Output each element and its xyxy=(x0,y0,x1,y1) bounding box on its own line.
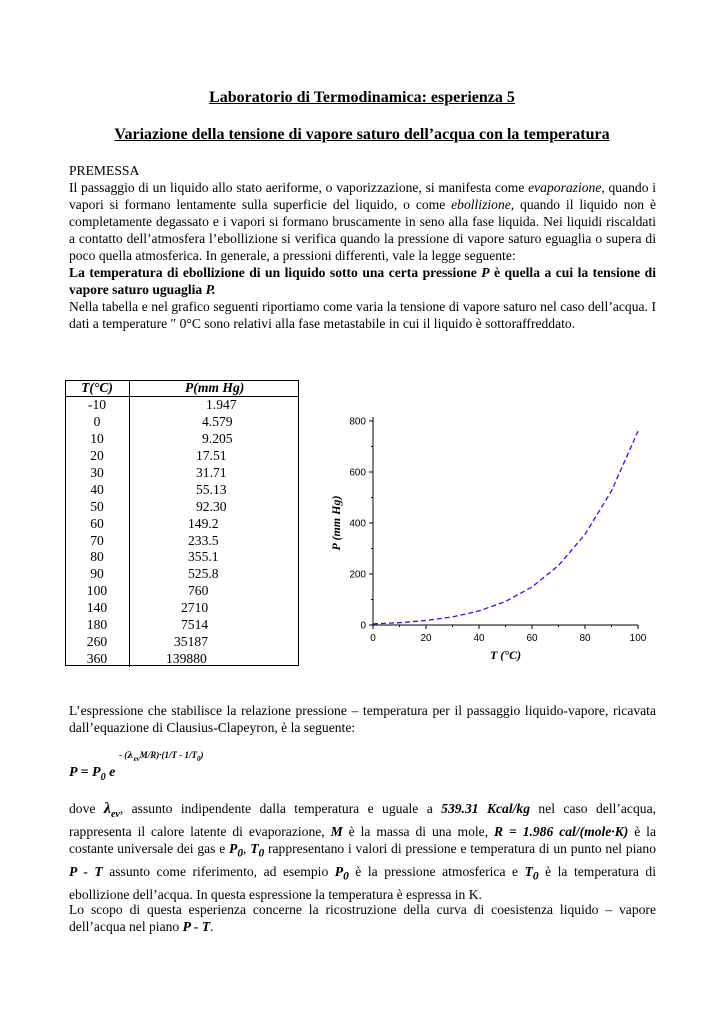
table-row xyxy=(65,617,299,634)
symbol-PT: P - T xyxy=(69,863,103,879)
table-cell-T: 0 xyxy=(65,414,130,431)
premessa-law xyxy=(69,264,656,298)
dove-text-i: è la temperatura di ebollizione dell’acqua. In questa espressione la temperatura è espressa in K. xyxy=(69,863,657,902)
table-row xyxy=(65,481,299,498)
x-tick-label: 60 xyxy=(526,633,538,644)
table-cell-P: 92.30 xyxy=(196,498,227,514)
table-cell-P: 139880 xyxy=(166,650,207,666)
premessa-section xyxy=(69,162,656,332)
table-cell-T: 10 xyxy=(65,431,130,448)
scopo-paragraph xyxy=(69,901,656,935)
x-tick-label: 0 xyxy=(370,633,376,644)
dove-text-c: nel caso dell’acqua, rappresenta il calore latente di evaporazione, xyxy=(69,801,656,840)
y-tick-label: 0 xyxy=(360,620,366,632)
formula-main: $P = P_0$ e xyxy=(69,765,116,783)
table-row xyxy=(65,532,299,549)
table-row xyxy=(65,566,299,583)
table-header-row xyxy=(65,380,299,397)
table-cell-P: 9.205 xyxy=(202,431,233,447)
premessa-paragraph-1 xyxy=(69,179,656,264)
dove-text-h: è la pressione atmosferica e xyxy=(348,863,525,879)
formula-exponent: - $(\lambda_{ev}M/R)\cdot(1/T - 1/T_0)$ xyxy=(119,750,204,763)
symbol-P0: $P_0$ xyxy=(229,841,244,860)
table-row xyxy=(65,414,299,431)
table-cell-P: 7514 xyxy=(181,617,209,633)
table-cell-T: 260 xyxy=(65,633,130,650)
symbol-T0-b: $T_0$ xyxy=(524,863,539,883)
dove-text-d: è la massa di una mole, xyxy=(342,824,495,840)
law-P2: P. xyxy=(205,282,216,297)
table-cell-T: 50 xyxy=(65,498,130,515)
table-row xyxy=(65,448,299,465)
table-row xyxy=(65,650,299,667)
table-cell-T: 100 xyxy=(65,583,130,600)
dove-text-f: rappresentano i valori di pressione e temperatura di un punto nel piano xyxy=(264,841,657,857)
x-axis-label: T (°C) xyxy=(489,648,522,662)
law-P1: P xyxy=(481,265,490,280)
table-cell-T: 40 xyxy=(65,481,130,498)
table-cell-P: 525.8 xyxy=(188,566,219,582)
table-row xyxy=(65,515,299,532)
premessa-heading: PREMESSA xyxy=(69,163,140,178)
symbol-P0-b: $P_0$ xyxy=(334,863,349,883)
dove-text-b: , assunto indipendente dalla temperatura e uguale a xyxy=(119,801,442,816)
x-tick-label: 40 xyxy=(473,633,485,644)
table-row xyxy=(65,549,299,566)
table-row xyxy=(65,583,299,600)
p1-text-b: , quando i vapori si formano lentamente sulla superficie del liquido, o come xyxy=(69,180,656,212)
law-text-a: La temperatura di ebollizione di un liquido sotto una certa pressione xyxy=(69,265,482,280)
vapor-pressure-table xyxy=(65,380,299,667)
premessa-paragraph-2: Nella tabella e nel grafico seguenti riportiamo come varia la tensione di vapore saturo nel caso dell’acqua. I dati a temperature ″ 0°C sono relativi alla fase metastabile in cui il liquido è sottoraffreddato. xyxy=(69,299,656,331)
table-row xyxy=(65,498,299,515)
p1-text-c: , quando il liquido non è completamente degassato e i vapori si formano bruscamente in seno alla fase liquida. Nei liquidi riscaldati a contatto dell’atmosfera l’ebollizione si verifica quando la pressione di vapore saturo eguaglia o supera di poco quella atmosferica. In generale, a pressioni differenti, vale la legge seguente: xyxy=(69,197,656,263)
dove-text-g: assunto come riferimento, ad esempio xyxy=(102,863,335,879)
table-cell-P: 17.51 xyxy=(196,448,227,464)
y-axis-label: P (mm Hg) xyxy=(329,495,343,551)
x-tick-label: 20 xyxy=(420,633,432,644)
table-cell-T: 140 xyxy=(65,600,130,617)
table-cell-T: 360 xyxy=(65,650,130,667)
page-subtitle: Variazione della tensione di vapore saturo dell’acqua con la temperatura xyxy=(114,126,610,143)
y-tick-label: 800 xyxy=(349,416,366,428)
scopo-text-a: Lo scopo di questa esperienza concerne la ricostruzione della curva di coesistenza liquido – vapore dell’acqua nel piano xyxy=(69,902,656,934)
table-cell-T: 70 xyxy=(65,532,130,549)
table-cell-P: 4.579 xyxy=(202,414,233,430)
dove-paragraph xyxy=(69,800,656,903)
table-cell-T: 90 xyxy=(65,566,130,583)
law-text-b: è quella a cui la tensione di vapore saturo uguaglia xyxy=(69,265,657,297)
table-body xyxy=(65,397,299,668)
dove-text-a: dove xyxy=(69,801,104,816)
lambda-symbol: $\lambda_{ev}$ xyxy=(103,800,120,821)
table-header-P: P(mm Hg) xyxy=(130,380,300,397)
table-cell-T: 60 xyxy=(65,515,130,532)
page-title: Laboratorio di Termodinamica: esperienza 5 xyxy=(209,89,515,106)
y-tick-label: 200 xyxy=(349,569,366,581)
table-cell-P: 35187 xyxy=(174,633,208,649)
dove-sep: , xyxy=(243,841,251,857)
table-cell-P: 355.1 xyxy=(188,549,219,565)
table-cell-T: 180 xyxy=(65,617,130,634)
equation-intro: L’espressione che stabilisce la relazione pressione – temperatura per il passaggio liquido-vapore, ricavata dall’equazione di Clausius-Clapeyron, è la seguente: xyxy=(69,703,656,735)
dove-text-e: è la costante universale dei gas e xyxy=(69,824,656,857)
y-tick-label: 600 xyxy=(349,467,366,479)
x-tick-label: 80 xyxy=(579,633,591,644)
symbol-T0: $T_0$ xyxy=(250,841,265,860)
series-line xyxy=(373,431,638,624)
latent-heat-value: 539.31 Kcal/kg xyxy=(441,801,530,816)
scopo-text-b: . xyxy=(210,919,214,934)
table-cell-T: 20 xyxy=(65,448,130,465)
symbol-M: M xyxy=(330,824,343,840)
p1-text-a: Il passaggio di un liquido allo stato aeriforme, o vaporizzazione, si manifesta come xyxy=(69,180,529,195)
table-header-T: T(°C) xyxy=(65,380,130,397)
table-cell-P: 1.947 xyxy=(206,397,237,413)
table-row xyxy=(65,633,299,650)
table-row xyxy=(65,397,299,414)
table-row xyxy=(65,600,299,617)
table-cell-P: 760 xyxy=(188,583,209,599)
scopo-PT: P - T xyxy=(182,919,211,934)
table-row xyxy=(65,431,299,448)
table-cell-T: 80 xyxy=(65,549,130,566)
table-cell-P: 233.5 xyxy=(188,532,219,548)
vapor-pressure-chart xyxy=(320,405,660,670)
table-cell-P: 149.2 xyxy=(188,515,219,531)
p1-ebollizione: ebollizione xyxy=(451,197,511,212)
table-cell-T: 30 xyxy=(65,465,130,482)
gas-constant-value: R = 1.986 cal/(mole·K) xyxy=(494,824,629,840)
table-cell-P: 31.71 xyxy=(196,465,227,480)
table-cell-P: 55.13 xyxy=(196,481,227,497)
table-cell-P: 2710 xyxy=(181,600,209,616)
table-row xyxy=(65,465,299,482)
x-tick-label: 100 xyxy=(629,633,647,644)
p1-evaporazione: evaporazione xyxy=(528,180,602,195)
y-tick-label: 400 xyxy=(349,518,366,530)
table-cell-T: -10 xyxy=(65,397,130,414)
